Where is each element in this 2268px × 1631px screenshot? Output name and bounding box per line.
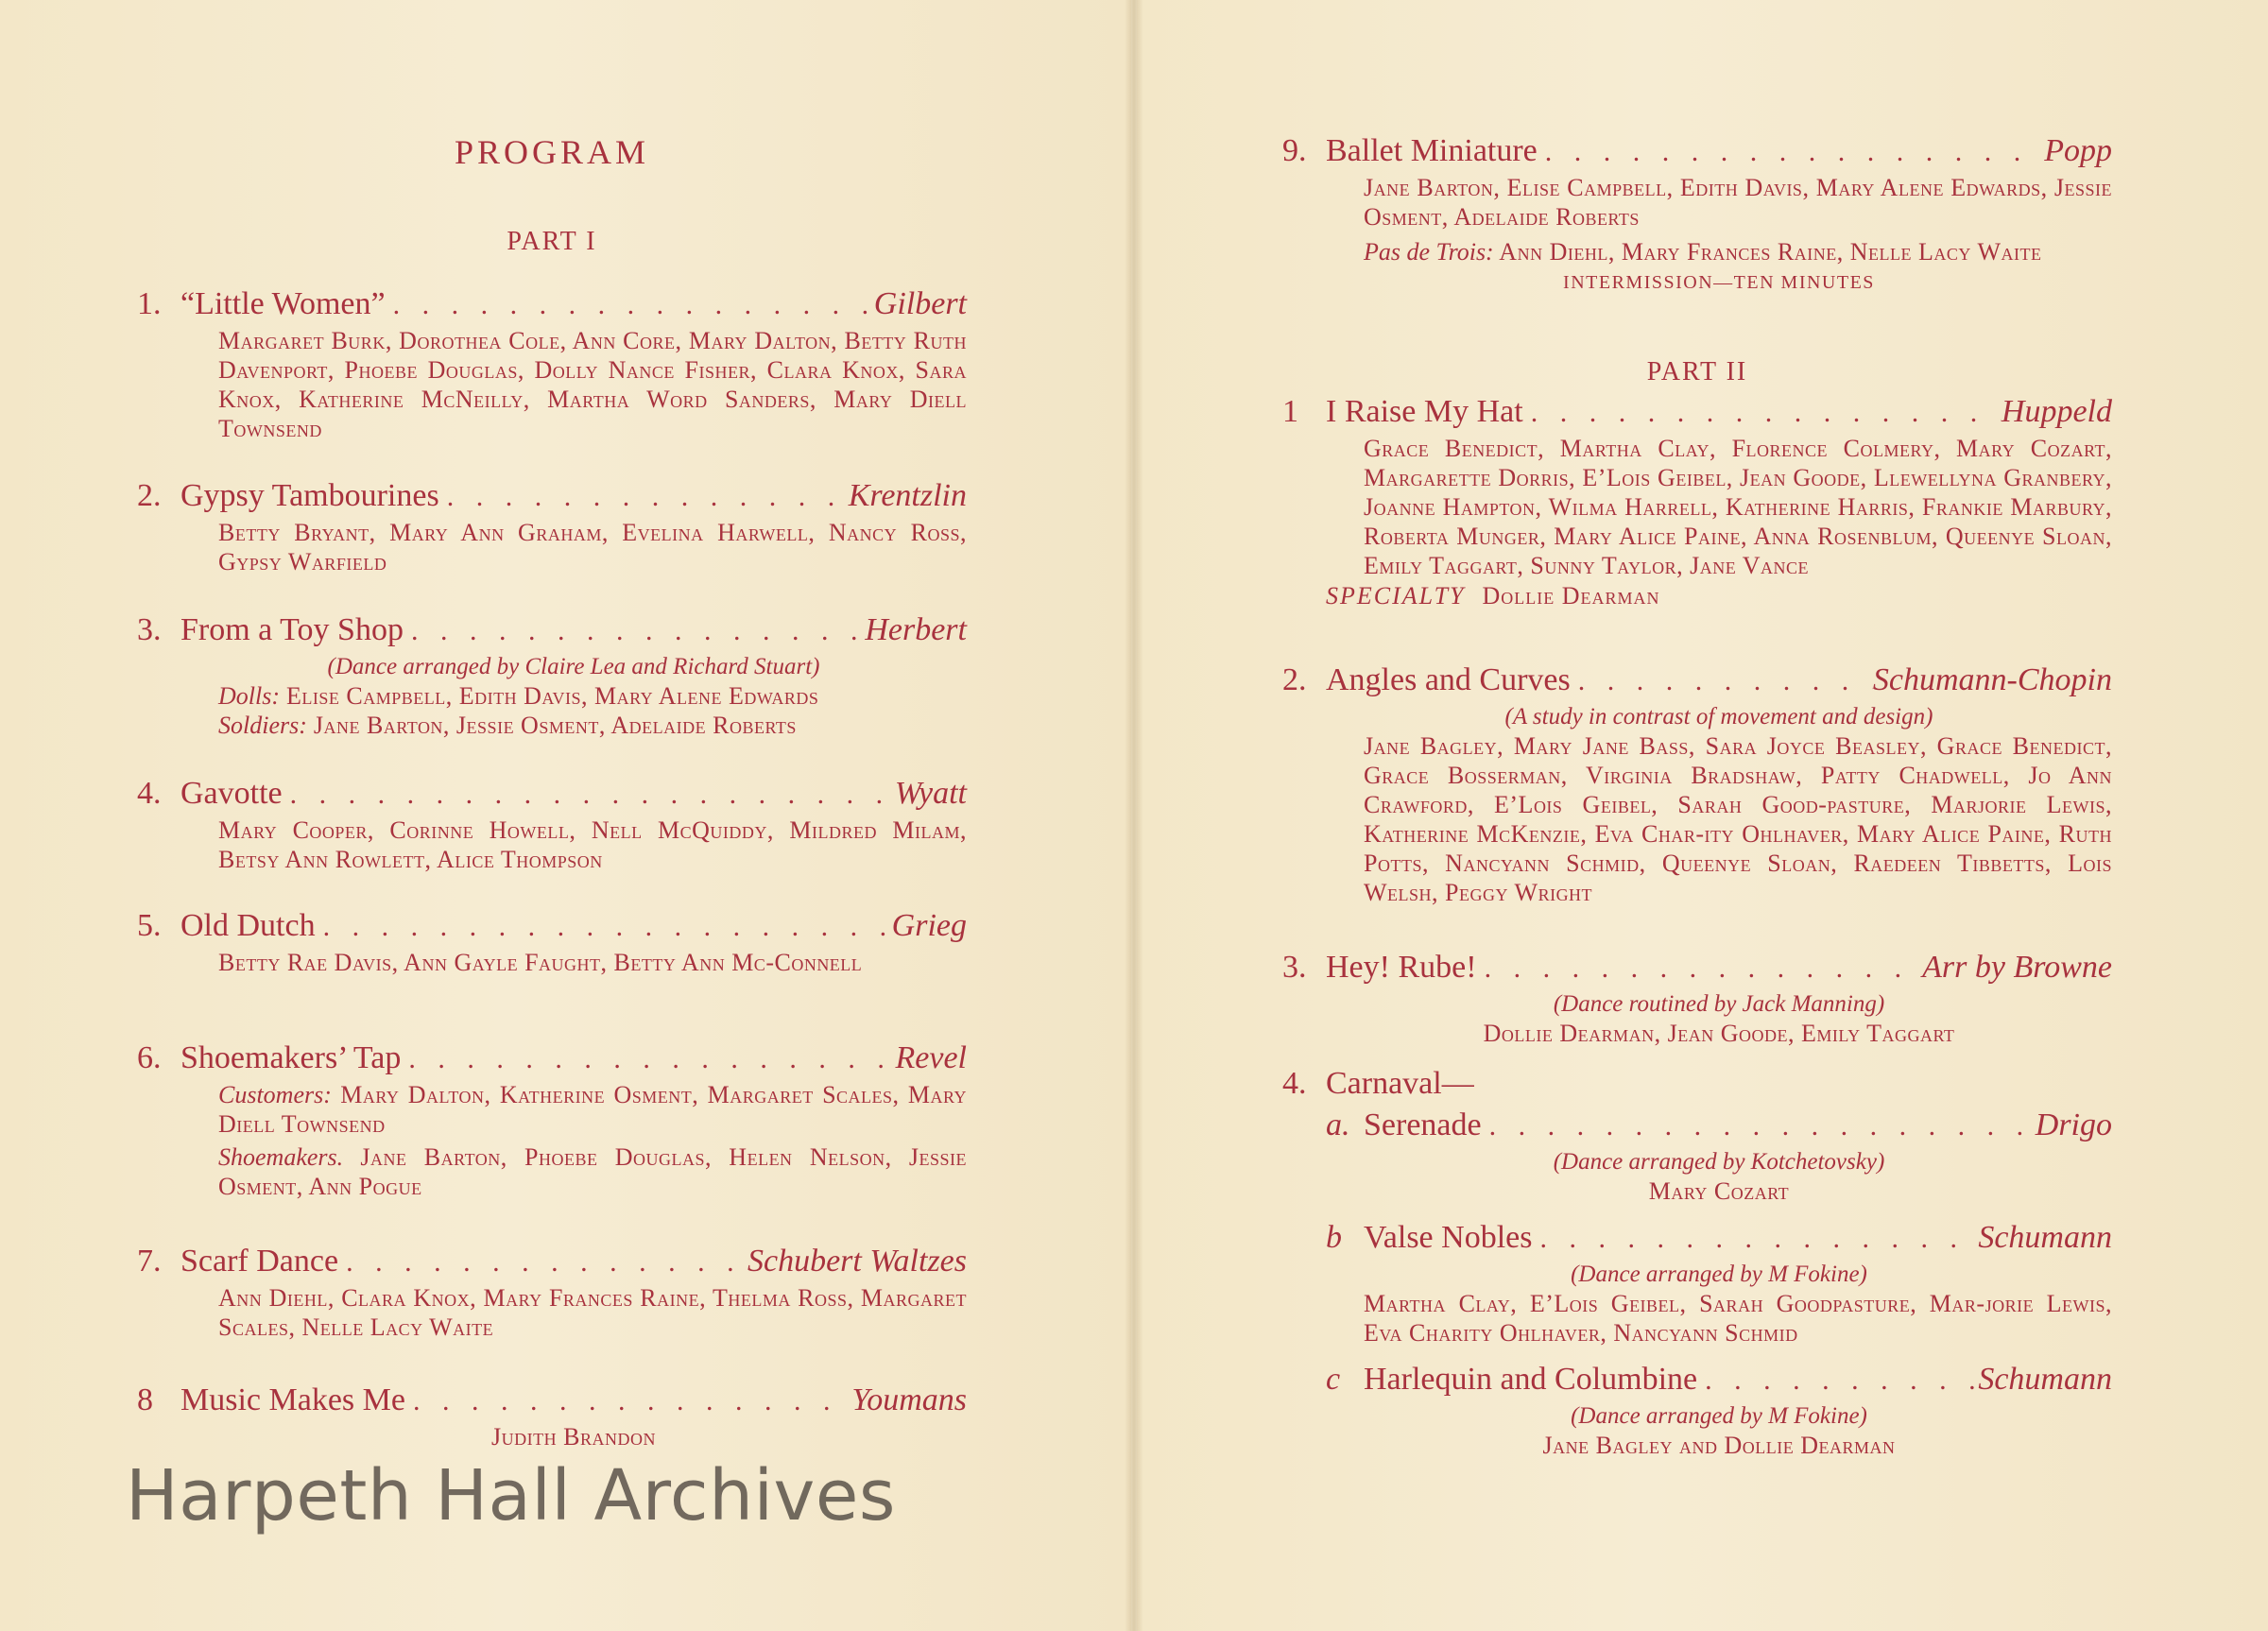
item-number: 3. xyxy=(137,612,162,647)
item-number: 8 xyxy=(137,1382,153,1417)
dot-leader xyxy=(405,1381,851,1422)
item-title: Gypsy Tambourines xyxy=(180,478,439,513)
item-number: 9. xyxy=(1282,133,1307,168)
dot-leader xyxy=(1532,1218,1978,1260)
item-composer: Schumann-Chopin xyxy=(1872,662,2112,697)
shoemakers-list: Jane Barton, Phoebe Douglas, Helen Nelson, Jessie Osment, Ann Pogue xyxy=(218,1143,968,1200)
customers-label: Customers: xyxy=(218,1081,332,1108)
sub-letter: a. xyxy=(1326,1107,1350,1142)
program-item-p2-3 xyxy=(1282,947,2112,1048)
soldiers-list: Jane Barton, Jessie Osment, Adelaide Roberts xyxy=(313,712,797,739)
dance-credit-note: (Dance arranged by M Fokine) xyxy=(1571,1403,1867,1429)
specialty-performer: Dollie Dearman xyxy=(1482,582,1660,609)
dolls-label: Dolls: xyxy=(218,682,280,710)
performer-names: Mary Cooper, Corinne Howell, Nell McQuiddy, Mildred Milam, Betsy Ann Rowlett, Alice Thompson xyxy=(218,816,967,873)
dot-leader xyxy=(1697,1360,1978,1401)
item-number: 6. xyxy=(137,1040,162,1075)
intermission-note: INTERMISSION—TEN MINUTES xyxy=(1563,272,1875,293)
page-fold xyxy=(1125,0,1143,1631)
dot-leader xyxy=(1477,948,1923,989)
dot-leader xyxy=(401,1039,895,1080)
performer-names: Margaret Burk, Dorothea Cole, Ann Core, Mary Dalton, Betty Ruth Davenport, Phoebe Douglas, Dolly Nance Fisher, Clara Knox, Sara Knox, Katherine McNeilly, Martha Word Sanders, Mary Diell Townsend xyxy=(218,327,967,442)
dot-leader xyxy=(1482,1106,2036,1147)
sub-letter: c xyxy=(1326,1362,1341,1397)
program-item-5 xyxy=(137,905,967,977)
item-composer: Wyatt xyxy=(894,776,967,811)
sub-title: Harlequin and Columbine xyxy=(1364,1362,1698,1397)
dot-leader xyxy=(439,476,849,518)
item-number: 1 xyxy=(1282,394,1298,429)
item-composer: Popp xyxy=(2044,133,2112,168)
program-item-p2-1 xyxy=(1282,391,2112,612)
dolls-list: Elise Campbell, Edith Davis, Mary Alene Edwards xyxy=(286,682,819,710)
dot-leader xyxy=(316,906,892,948)
item-title: “Little Women” xyxy=(180,286,386,321)
item-number: 4. xyxy=(137,776,162,811)
specialty-label: SPECIALTY xyxy=(1326,582,1466,609)
dolls-names xyxy=(218,681,967,711)
part-one-title: PART I xyxy=(507,227,597,256)
performer-names: Betty Bryant, Mary Ann Graham, Evelina Harwell, Nancy Ross, Gypsy Warfield xyxy=(218,519,967,575)
performer-names: Jane Barton, Elise Campbell, Edith Davis, Mary Alene Edwards, Jessie Osment, Adelaide Roberts xyxy=(1364,174,2112,231)
dance-credit-note: (Dance arranged by Claire Lea and Richard Stuart) xyxy=(327,654,820,679)
item-title: Hey! Rube! xyxy=(1326,950,1477,985)
item-composer: Youmans xyxy=(851,1382,967,1417)
sub-composer: Schumann xyxy=(1978,1362,2112,1397)
item-composer: Krentzlin xyxy=(848,478,967,513)
shoemakers-label: Shoemakers. xyxy=(218,1143,344,1171)
program-item-8 xyxy=(137,1380,967,1451)
program-item-4 xyxy=(137,773,967,874)
item-title: Carnaval— xyxy=(1326,1066,1474,1101)
program-item-9 xyxy=(1282,130,2112,299)
item-title: From a Toy Shop xyxy=(180,612,404,647)
program-item-p2-2 xyxy=(1282,660,2112,907)
dot-leader xyxy=(1538,131,2044,173)
item-composer: Schubert Waltzes xyxy=(747,1244,967,1279)
item-title: Shoemakers’ Tap xyxy=(180,1040,402,1075)
dot-leader xyxy=(1523,392,2002,434)
dance-credit-note: (Dance arranged by M Fokine) xyxy=(1571,1262,1867,1287)
dot-leader xyxy=(338,1242,747,1283)
item-title: Gavotte xyxy=(180,776,283,811)
dot-leader xyxy=(1571,661,1873,702)
dot-leader xyxy=(283,774,895,816)
dot-leader xyxy=(404,610,865,652)
item-composer: Revel xyxy=(895,1040,967,1075)
item-number: 2. xyxy=(1282,662,1307,697)
program-title: PROGRAM xyxy=(454,133,650,171)
dance-credit-note: (A study in contrast of movement and design) xyxy=(1504,704,1933,730)
sub-composer: Schumann xyxy=(1978,1220,2112,1255)
item-title: Old Dutch xyxy=(180,908,316,943)
performer-names: Grace Benedict, Martha Clay, Florence Colmery, Mary Cozart, Margarette Dorris, E’Lois Geibel, Jean Goode, Llewellyna Granbery, Joanne Hampton, Wilma Harrell, Katherine Harris, Frankie Marbury, Roberta Munger, Mary Alice Paine, Anna Rosenblum, Queenye Sloan, Emily Taggart, Sunny Taylor, Jane Vance xyxy=(1364,435,2112,579)
item-number: 5. xyxy=(137,908,162,943)
shoemakers-names xyxy=(218,1142,967,1201)
sub-letter: b xyxy=(1326,1220,1342,1255)
program-item-p2-4 xyxy=(1282,1063,2112,1460)
program-item-2 xyxy=(137,475,967,576)
item-title: I Raise My Hat xyxy=(1326,394,1523,429)
program-item-3 xyxy=(137,609,967,740)
customers-names xyxy=(218,1080,967,1139)
carnaval-harlequin xyxy=(1282,1359,2112,1460)
dot-leader xyxy=(386,284,874,326)
sub-title: Serenade xyxy=(1364,1107,1482,1142)
item-number: 7. xyxy=(137,1244,162,1279)
soldiers-names xyxy=(218,711,967,740)
pas-de-trois-names xyxy=(1364,237,2112,266)
sub-title: Valse Nobles xyxy=(1364,1220,1533,1255)
item-composer: Herbert xyxy=(865,612,967,647)
customers-list: Mary Dalton, Katherine Osment, Margaret Scales, Mary Diell Townsend xyxy=(218,1081,968,1138)
item-number: 2. xyxy=(137,478,162,513)
part-two-title: PART II xyxy=(1646,357,1748,386)
item-composer: Gilbert xyxy=(873,286,967,321)
item-number: 4. xyxy=(1282,1066,1307,1101)
performer-names: Betty Rae Davis, Ann Gayle Faught, Betty Ann Mc-Connell xyxy=(218,949,863,976)
performer-names: Judith Brandon xyxy=(491,1423,656,1451)
dance-credit-note: (Dance routined by Jack Manning) xyxy=(1553,991,1885,1017)
item-title: Music Makes Me xyxy=(180,1382,405,1417)
dance-credit-note: (Dance arranged by Kotchetovsky) xyxy=(1553,1149,1885,1175)
carnaval-valse-nobles xyxy=(1282,1217,2112,1348)
item-title: Scarf Dance xyxy=(180,1244,339,1279)
item-number: 3. xyxy=(1282,950,1307,985)
carnaval-serenade xyxy=(1282,1105,2112,1206)
program-item-1 xyxy=(137,283,967,443)
archive-watermark: Harpeth Hall Archives xyxy=(126,1455,896,1537)
program-item-6 xyxy=(137,1038,967,1201)
performer-names: Ann Diehl, Clara Knox, Mary Frances Raine, Thelma Ross, Margaret Scales, Nelle Lacy Waite xyxy=(218,1284,967,1341)
performer-names: Jane Bagley, Mary Jane Bass, Sara Joyce Beasley, Grace Benedict, Grace Bosserman, Virginia Bradshaw, Patty Chadwell, Jo Ann Crawford, E’Lois Geibel, Sarah Good-pasture, Marjorie Lewis, Katherine McKenzie, Eva Char-ity Ohlhaver, Mary Alice Paine, Ruth Potts, Nancyann Schmid, Queenye Sloan, Raedeen Tibbetts, Lois Welsh, Peggy Wright xyxy=(1364,732,2112,906)
item-title: Ballet Miniature xyxy=(1326,133,1538,168)
performer-names: Martha Clay, E’Lois Geibel, Sarah Goodpasture, Mar-jorie Lewis, Eva Charity Ohlhaver, Nancyann Schmid xyxy=(1364,1290,2112,1347)
sub-composer: Drigo xyxy=(2035,1107,2112,1142)
item-composer: Grieg xyxy=(891,908,967,943)
program-item-7 xyxy=(137,1241,967,1342)
performer-names: Jane Bagley and Dollie Dearman xyxy=(1542,1432,1896,1459)
pas-de-trois-list: Ann Diehl, Mary Frances Raine, Nelle Lacy Waite xyxy=(1499,238,2042,266)
item-title: Angles and Curves xyxy=(1326,662,1571,697)
specialty-line xyxy=(1326,580,2112,612)
item-number: 1. xyxy=(137,286,162,321)
item-composer: Arr by Browne xyxy=(1922,950,2112,985)
performer-names: Dollie Dearman, Jean Goode, Emily Taggart xyxy=(1483,1020,1955,1047)
item-composer: Huppeld xyxy=(2001,394,2112,429)
performer-names: Mary Cozart xyxy=(1648,1177,1790,1205)
soldiers-label: Soldiers: xyxy=(218,712,307,739)
pas-de-trois-label: Pas de Trois: xyxy=(1364,238,1494,266)
